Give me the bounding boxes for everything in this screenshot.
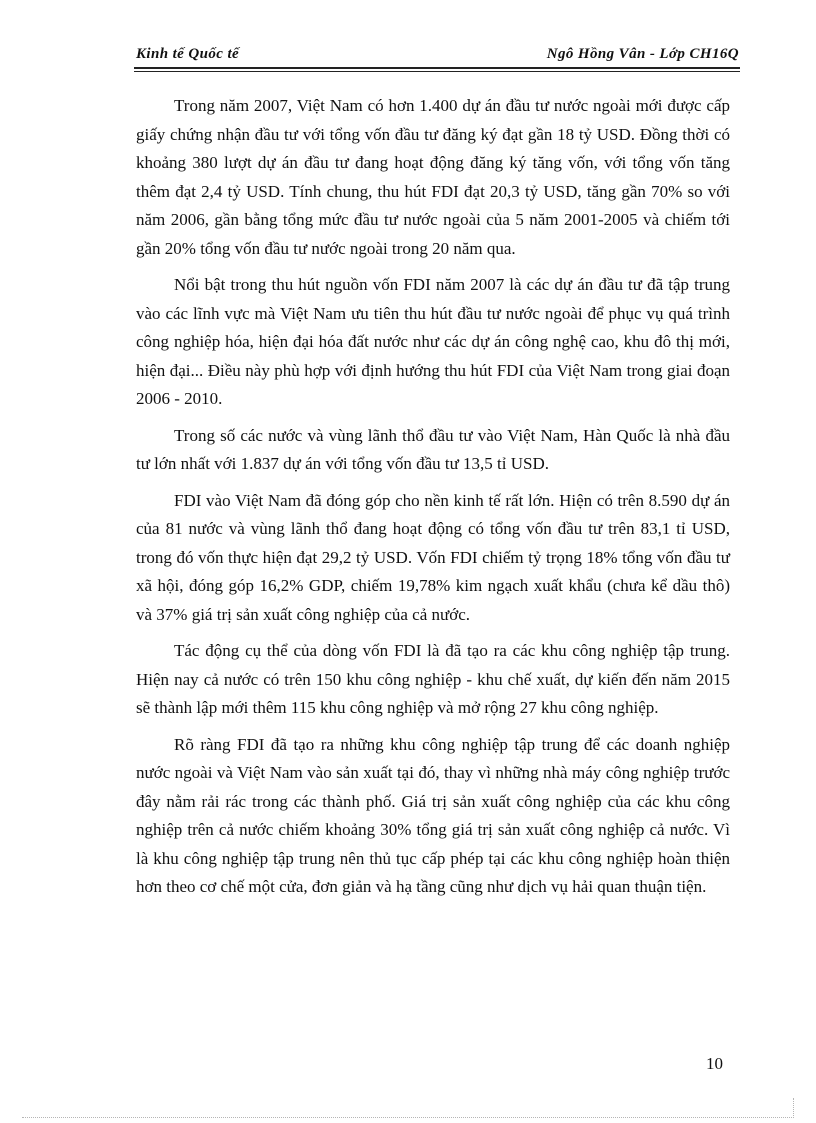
header-subject: Kinh tế Quốc tế bbox=[136, 46, 240, 62]
header-divider-thin bbox=[134, 71, 740, 72]
paragraph-fdi-2007: Trong năm 2007, Việt Nam có hơn 1.400 dự án đầu tư nước ngoài mới được cấp giấy chứng nhận đầu tư với tổng vốn đầu tư đăng ký đạt gần 18 tỷ USD. Đồng thời có khoảng 380 lượt dự án đầu tư đang hoạt động đăng ký tăng vốn, với tổng vốn tăng thêm đạt 2,4 tỷ USD. Tính chung, thu hút FDI đạt 20,3 tỷ USD, tăng gần 70% so với năm 2006, gần bằng tổng mức đầu tư nước ngoài của 5 năm 2001-2005 và chiếm tới gần 20% tổng vốn đầu tư nước ngoài trong 20 năm qua. bbox=[136, 96, 730, 258]
paragraph-priority-sectors: Nổi bật trong thu hút nguồn vốn FDI năm 2007 là các dự án đầu tư đã tập trung vào các lĩnh vực mà Việt Nam ưu tiên thu hút đầu tư nước ngoài để phục vụ quá trình công nghiệp hóa, hiện đại hóa đất nước như các dự án công nghệ cao, khu đô thị mới, hiện đại... Điều này phù hợp với định hướng thu hút FDI của Việt Nam trong giai đoạn 2006 - 2010. bbox=[136, 275, 730, 408]
page-header bbox=[136, 46, 739, 68]
header-divider bbox=[134, 67, 740, 69]
page-number: 10 bbox=[706, 1054, 723, 1073]
footer-border bbox=[22, 1117, 794, 1118]
header-author: Ngô Hồng Vân - Lớp CH16Q bbox=[546, 46, 739, 62]
paragraph-industrial-zones: Tác động cụ thể của dòng vốn FDI là đã tạo ra các khu công nghiệp tập trung. Hiện nay cả nước có trên 150 khu công nghiệp - khu chế xuất, dự kiến đến năm 2015 sẽ thành lập mới thêm 115 khu công nghiệp và mở rộng 27 khu công nghiệp. bbox=[136, 641, 730, 717]
paragraph-fdi-contribution: FDI vào Việt Nam đã đóng góp cho nền kinh tế rất lớn. Hiện có trên 8.590 dự án của 81 nước và vùng lãnh thổ đang hoạt động có tổng vốn đầu tư trên 83,1 tỉ USD, trong đó vốn thực hiện đạt 29,2 tỷ USD. Vốn FDI chiếm tỷ trọng 18% tổng vốn đầu tư xã hội, đóng góp 16,2% GDP, chiếm 19,78% kim ngạch xuất khẩu (chưa kể dầu thô) và 37% giá trị sản xuất công nghiệp của cả nước. bbox=[136, 490, 730, 624]
footer-border-corner bbox=[793, 1098, 794, 1118]
paragraph-concentrated-zones: Rõ ràng FDI đã tạo ra những khu công nghiệp tập trung để các doanh nghiệp nước ngoài và Việt Nam vào sản xuất tại đó, thay vì những nhà máy công nghiệp trước đây nằm rải rác trong các thành phố. Giá trị sản xuất công nghiệp của các khu công nghiệp trên cả nước chiếm khoảng 30% tổng giá trị sản xuất công nghiệp cả nước. Vì là khu công nghiệp tập trung nên thủ tục cấp phép tại các khu công nghiệp hoàn thiện hơn theo cơ chế một cửa, đơn giản và hạ tầng cũng như dịch vụ hải quan thuận tiện. bbox=[136, 734, 730, 896]
paragraph-korea-investor: Trong số các nước và vùng lãnh thổ đầu tư vào Việt Nam, Hàn Quốc là nhà đầu tư lớn nhất với 1.837 dự án với tổng vốn đầu tư 13,5 tỉ USD. bbox=[136, 425, 730, 473]
document-body bbox=[136, 92, 730, 910]
